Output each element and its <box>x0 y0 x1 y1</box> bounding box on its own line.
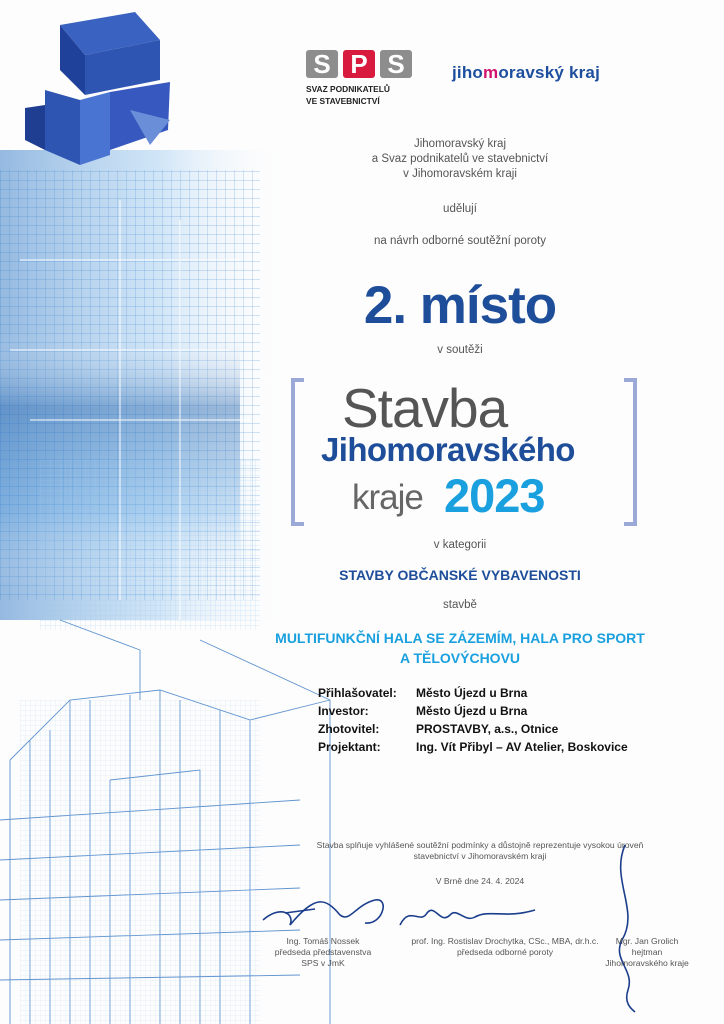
signatory-name: Mgr. Jan Grolich <box>615 936 679 946</box>
detail-row <box>318 686 628 704</box>
sps-mark-icon <box>306 50 414 78</box>
building-intro: stavbě <box>443 599 477 611</box>
awarding-bodies <box>250 137 670 182</box>
svg-text:S: S <box>387 50 405 78</box>
building-name-line2: A TĚLOVÝCHOVU <box>399 650 521 666</box>
header-line1: Jihomoravský kraj <box>413 138 507 150</box>
detail-value: Ing. Vít Přibyl – AV Atelier, Boskovice <box>416 740 628 754</box>
award-verb: udělují <box>443 203 477 215</box>
right-bracket-icon <box>620 378 640 526</box>
detail-value: Město Újezd u Brna <box>416 686 528 700</box>
detail-row <box>318 740 628 758</box>
signature-1-handwriting <box>255 885 405 935</box>
competition-year: 2023 <box>444 469 545 522</box>
statement-line1: Stavba splňuje vyhlášené soutěžní podmínky a důstojně reprezentuje vysokou úroveň <box>316 840 644 850</box>
signature-2-handwriting <box>395 895 545 935</box>
svg-text:S: S <box>313 50 331 78</box>
region-logo-part2: m <box>483 63 499 82</box>
signatory-1 <box>248 936 398 969</box>
competition-word1: Stavba <box>342 377 508 439</box>
signatory-3 <box>588 936 706 969</box>
category-name: STAVBY OBČANSKÉ VYBAVENOSTI <box>339 567 581 583</box>
signatory-role: Jihomoravského kraje <box>605 958 689 968</box>
statement-line2: stavebnictví v Jihomoravském kraji <box>413 851 547 861</box>
competition-word3: kraje <box>352 478 423 517</box>
sjk-cube-logo <box>25 12 170 165</box>
place-date: V Brně dne 24. 4. 2024 <box>435 876 525 886</box>
svg-text:P: P <box>350 50 368 78</box>
award-basis: na návrh odborné soutěžní poroty <box>374 235 546 247</box>
award-place: 2. místo <box>363 276 557 335</box>
signature-3-handwriting <box>600 840 650 1015</box>
detail-label: Přihlašovatel: <box>318 686 397 700</box>
detail-label: Zhotovitel: <box>318 722 380 736</box>
sps-name-line1: SVAZ PODNIKATELŮ <box>306 84 390 94</box>
detail-value: PROSTAVBY, a.s., Otnice <box>416 722 559 736</box>
category-intro: v kategorii <box>433 539 487 551</box>
header-line3: v Jihomoravském kraji <box>403 168 517 180</box>
signatory-role: SPS v JmK <box>301 958 345 968</box>
detail-label: Projektant: <box>318 740 381 754</box>
detail-value: Město Újezd u Brna <box>416 704 528 718</box>
signatory-role: předseda představenstva <box>274 947 372 957</box>
header-line2: a Svaz podnikatelů ve stavebnictví <box>371 153 549 165</box>
building-name <box>250 628 670 668</box>
detail-label: Investor: <box>318 704 369 718</box>
building-name-line1: MULTIFUNKČNÍ HALA SE ZÁZEMÍM, HALA PRO SPORT <box>275 630 645 646</box>
region-logo-part1: jiho <box>452 63 484 82</box>
competition-word2: Jihomoravského <box>321 431 575 468</box>
sps-logo <box>306 50 418 106</box>
region-logo <box>452 63 600 83</box>
signatory-name: prof. Ing. Rostislav Drochytka, CSc., MBA, dr.h.c. <box>411 936 599 946</box>
left-bracket-icon <box>288 378 308 526</box>
detail-row <box>318 722 628 740</box>
signatory-name: Ing. Tomáš Nossek <box>286 936 360 946</box>
signatory-role: hejtman <box>631 947 663 957</box>
sps-name-line2: VE STAVEBNICTVÍ <box>306 95 380 106</box>
signatory-2 <box>405 936 605 958</box>
region-logo-part3: oravský kraj <box>498 63 600 82</box>
detail-row <box>318 704 628 722</box>
signatory-role: předseda odborné poroty <box>456 947 554 957</box>
in-competition: v soutěži <box>437 344 483 356</box>
project-details <box>318 686 628 758</box>
